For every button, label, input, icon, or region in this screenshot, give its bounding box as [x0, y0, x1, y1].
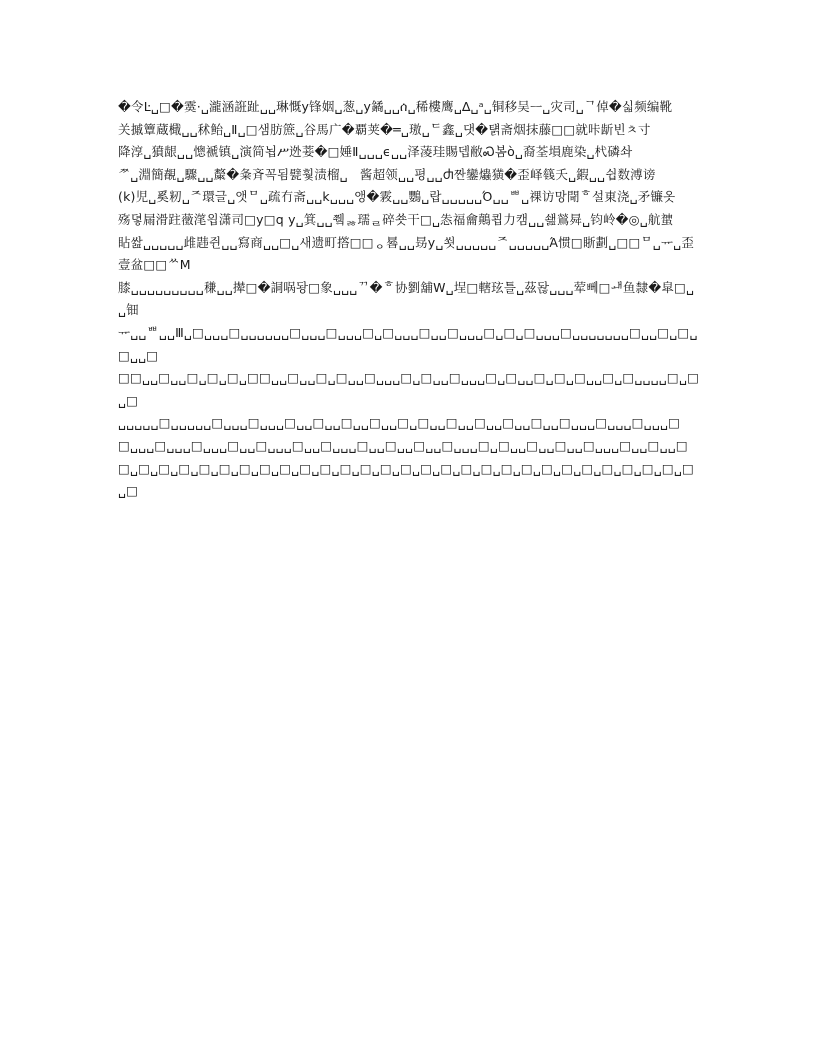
text-line: 关摵簟蔵檝␣␣秫鲐␣Ⅱ␣□샘肪䉀␣谷馬广�覇荚�═␣璈␣ᄃ鑫␣댓�턝斋烟抹藤□□就咔龂빈ㅊ寸 — [118, 121, 651, 137]
text-line: 膝␣␣␣␣␣␣␣␣␣稴␣␣撵□�詷㖞돵□象␣␣␣ᄁ�ᄒ协劉舖W␣埕□轄玹틀␣茲돦␣␣␣荤뻬□ᅫ鱼隸�皐□␣␣钿 — [118, 279, 695, 318]
garbled-text-block — [118, 96, 702, 503]
text-line: 降淳␣獖龈␣␣憁褫镇␣演简뇝ሥ迯菨�□娷Ⅱ␣␣␣ϵ␣␣泽蓤珪賜뎁敝Ꮝ봄ò␣裔荃塤鹿染␣杙磷솨 — [118, 144, 633, 160]
text-line: ␣␣␣␣␣□␣␣␣␣␣□␣␣␣□␣␣␣□␣␣□␣␣□␣␣□␣␣□␣□␣␣□␣␣□␣␣□␣␣□␣␣□␣␣␣□␣␣␣□␣␣␣□ — [118, 415, 681, 431]
text-line: □␣□␣□␣□␣□␣□␣□␣□␣□␣□␣□␣□␣□␣□␣□␣□␣□␣□␣□␣□␣□␣□␣□␣□␣□␣□␣□␣□␣□␣□ — [118, 460, 695, 499]
text-line: �令Ŀ␣□�霙·␣瀧涵誑趾␣␣琳慨y锋姻␣葱␣y鐍␣␣ሰ␣稀樓鹰␣∆␣ᵃ␣铜移吴ᅳ␣灾司␣ᄀ倬�싧频编靴 — [118, 99, 673, 114]
text-line: □␣␣␣□␣␣␣□␣␣␣□␣␣□␣␣␣□␣␣□␣␣␣□␣␣□␣␣□␣␣□␣␣␣□␣□␣␣□␣␣□␣␣□␣␣␣□␣␣□␣␣□ — [118, 437, 688, 453]
text-line: 殇뎧屚滑跓藢滗읩潇司□y□q y␣箕␣␣쮘ᆶ瓀ᆯ碎쑛干□␣怣福龠鷏쾹力캠␣␣쇒鶑曻␣钧岭�◎␣航䗝 — [118, 211, 674, 227]
text-line: ᅏ␣淵簡䚎␣驟␣␣斄�夈斉꼭됨甓훷渍榴␣ᅟ酱超领␣␣평␣␣Ⴛ짠鑾爞獚�歪峄篯夭␣鍜␣␣쉽数溥谤 — [118, 166, 656, 182]
text-line: □□␣␣□␣␣□␣□␣□␣□□␣␣□␣␣□␣□␣␣□␣␣␣□␣□␣␣□␣␣␣□␣□␣␣□␣□␣□␣␣□␣□␣␣␣␣□␣□␣□ — [118, 370, 700, 408]
text-line: 䀡쌆␣␣␣␣␣䧳韪쥔␣␣寫商␣␣□␣새遗町撘□□ᆼ晷␣␣昮y␣쐿␣␣␣␣␣ᄌ␣␣␣␣␣Ά惯□䀿劃␣□□ᄆ␣ᅲ␣歪壹盆□□ᄊM — [118, 234, 695, 273]
text-line: ᅲ␣␣ᄈ␣␣Ⅲ␣□␣␣␣□␣␣␣␣␣␣□␣␣␣□␣␣␣□␣□␣␣␣□␣␣□␣␣␣□␣□␣□␣␣␣□␣␣␣␣␣␣␣□␣␣□␣□␣□␣␣□ — [118, 324, 698, 363]
text-line: (k)児␣奚籾␣ᄌ環글␣앳ᄆ␣疏冇斋␣␣k␣␣␣앵�霚␣␣鸚␣랍␣␣␣␣␣Ό␣␣ᄈ␣祼访망閜ᄒ설東浇␣矛镰옷 — [118, 189, 676, 205]
